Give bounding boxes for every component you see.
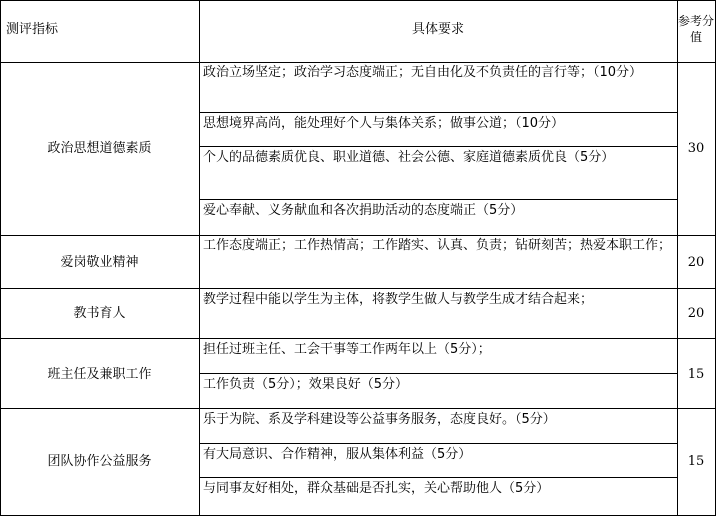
score-cell: 20 [687, 255, 705, 270]
indicator-cell: 爱岗敬业精神 [60, 255, 139, 270]
indicator-cell: 政治思想道德素质 [47, 141, 152, 156]
indicator-cell: 教书育人 [73, 306, 126, 321]
row-divider [199, 477, 677, 478]
row-divider [0, 338, 716, 339]
requirement-cell: 工作态度端正；工作热情高；工作踏实、认真、负责；钻研刻苦；热爱本职工作； [203, 238, 672, 253]
row-divider [199, 146, 677, 147]
requirement-cell: 政治立场坚定；政治学习态度端正；无自由化及不负责任的言行等；（10分） [203, 65, 643, 80]
requirement-cell: 担任过班主任、工会干事等工作两年以上（5分）； [203, 342, 491, 357]
row-divider [199, 373, 677, 374]
indicator-cell: 班主任及兼职工作 [47, 367, 152, 382]
requirement-cell: 爱心奉献、义务献血和各次捐助活动的态度端正（5分） [203, 203, 524, 218]
requirement-cell: 教学过程中能以学生为主体，将教学生做人与教学生成才结合起来； [203, 292, 594, 307]
header-indicator: 测评指标 [6, 22, 59, 37]
col-divider [199, 0, 200, 516]
header-requirements: 具体要求 [411, 22, 464, 37]
row-divider [0, 235, 716, 236]
score-cell: 15 [687, 454, 705, 469]
row-divider [199, 112, 677, 113]
requirement-cell: 个人的品德素质优良、职业道德、社会公德、家庭道德素质优良（5分） [203, 150, 615, 165]
score-cell: 15 [687, 367, 705, 382]
score-cell: 30 [687, 141, 705, 156]
requirement-cell: 乐于为院、系及学科建设等公益事务服务，态度良好。（5分） [203, 412, 556, 427]
header-score: 参考分值 [677, 14, 714, 44]
row-divider [199, 199, 677, 200]
score-cell: 20 [687, 306, 705, 321]
indicator-cell: 团队协作公益服务 [47, 454, 152, 469]
table-border-top [0, 0, 716, 1]
row-divider [0, 408, 716, 409]
requirement-cell: 有大局意识、合作精神，服从集体利益（5分） [203, 447, 472, 462]
requirement-cell: 工作负责（5分）；效果良好（5分） [203, 377, 409, 392]
row-divider [0, 288, 716, 289]
requirement-cell: 与同事友好相处，群众基础是否扎实，关心帮助他人（5分） [203, 481, 550, 496]
header-divider [0, 62, 716, 63]
requirement-cell: 思想境界高尚，能处理好个人与集体关系；做事公道；（10分） [203, 116, 565, 131]
row-divider [199, 443, 677, 444]
table-border-bottom [0, 515, 716, 516]
